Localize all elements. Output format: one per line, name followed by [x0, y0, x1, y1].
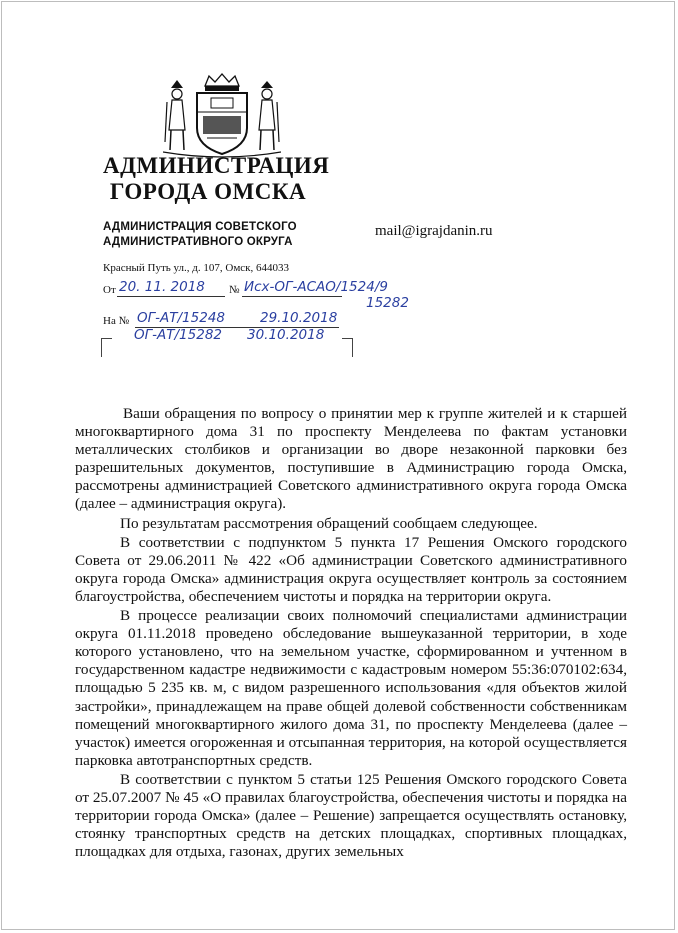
number-label: №: [229, 284, 240, 296]
subdivision-line-1: АДМИНИСТРАЦИЯ СОВЕТСКОГО: [103, 221, 297, 233]
from-label: От: [103, 284, 116, 296]
omsk-coat-of-arms-icon: [163, 72, 281, 160]
body-paragraph-5: В соответствии с пунктом 5 статьи 125 Решения Омского городского Совета от 25.07.2007 № 45 «О правилах благоустройства, обеспечения чистоты и порядка на территории города Омска» (далее – Решение) запрещается осуществлять остановку, стоянку транспортных средств на детских площадках, спортивных площадках, площадках для отдыха, газонах, других земельных: [75, 770, 627, 861]
body-paragraph-3: В соответствии с подпунктом 5 пункта 17 Решения Омского городского Совета от 29.06.2011 № 422 «Об администрации Советского административного округа города Омска» администрация округа осуществляет контроль за состоянием благоустройства, обеспечением чистоты и порядка на территории округа.: [75, 533, 627, 605]
sender-address: Красный Путь ул., д. 107, Омск, 644033: [103, 262, 290, 274]
number-underline: [242, 296, 342, 297]
org-title-line-1: АДМИНИСТРАЦИЯ: [103, 153, 330, 178]
ref-number-1: ОГ-АТ/15248: [137, 310, 225, 326]
ref-label: На №: [103, 315, 130, 327]
recipient-email: mail@igrajdanin.ru: [375, 223, 493, 239]
ref-date-2: 30.10.2018: [247, 327, 325, 343]
from-date: 20. 11. 2018: [119, 279, 205, 295]
letter-body: [75, 405, 627, 862]
organization-title: [103, 153, 330, 205]
outgoing-number: Исх-ОГ-АСАО/1524/9: [244, 279, 388, 295]
ref-number-2: ОГ-АТ/15282: [134, 327, 222, 343]
body-paragraph-2: По результатам рассмотрения обращений сообщаем следующее.: [120, 514, 538, 532]
addressee-bracket-left: [101, 338, 112, 357]
body-paragraph-4: В процессе реализации своих полномочий специалистами администрации округа 01.11.2018 проведено обследование вышеуказанной территории, в ходе которого установлено, что на земельном участке, сформированном и учтенном в государственном кадастре недвижимости с кадастровым номером 55:36:070102:634, площадью 5 235 кв. м, с видом разрешенного использования «для объектов жилой застройки», принадлежащем на праве общей долевой собственности собственникам помещений многоквартирного жилого дома 31, по проспекту Менделеева (далее – участок) имеется огороженная и отсыпанная территория, на которой осуществляется парковка автотранспортных средств.: [75, 607, 627, 769]
outgoing-number-2: 15282: [366, 295, 409, 311]
org-title-line-2: ГОРОДА ОМСКА: [109, 179, 307, 204]
from-date-underline: [117, 296, 225, 297]
body-paragraph-1: Ваши обращения по вопросу о принятии мер к группе жителей и к старшей многоквартирного дома 31 по проспекту Менделеева по фактам установки металлических столбиков и организации во дворе незаконной парковки без разрешительных документов, поступившие в Администрацию города Омска, рассмотрены администрацией Советского административного округа города Омска (далее – администрация округа).: [75, 405, 627, 513]
subdivision-name: [103, 220, 297, 250]
subdivision-line-2: АДМИНИСТРАТИВНОГО ОКРУГА: [103, 236, 293, 248]
addressee-bracket-right: [342, 338, 353, 357]
ref-date-1: 29.10.2018: [260, 310, 338, 326]
